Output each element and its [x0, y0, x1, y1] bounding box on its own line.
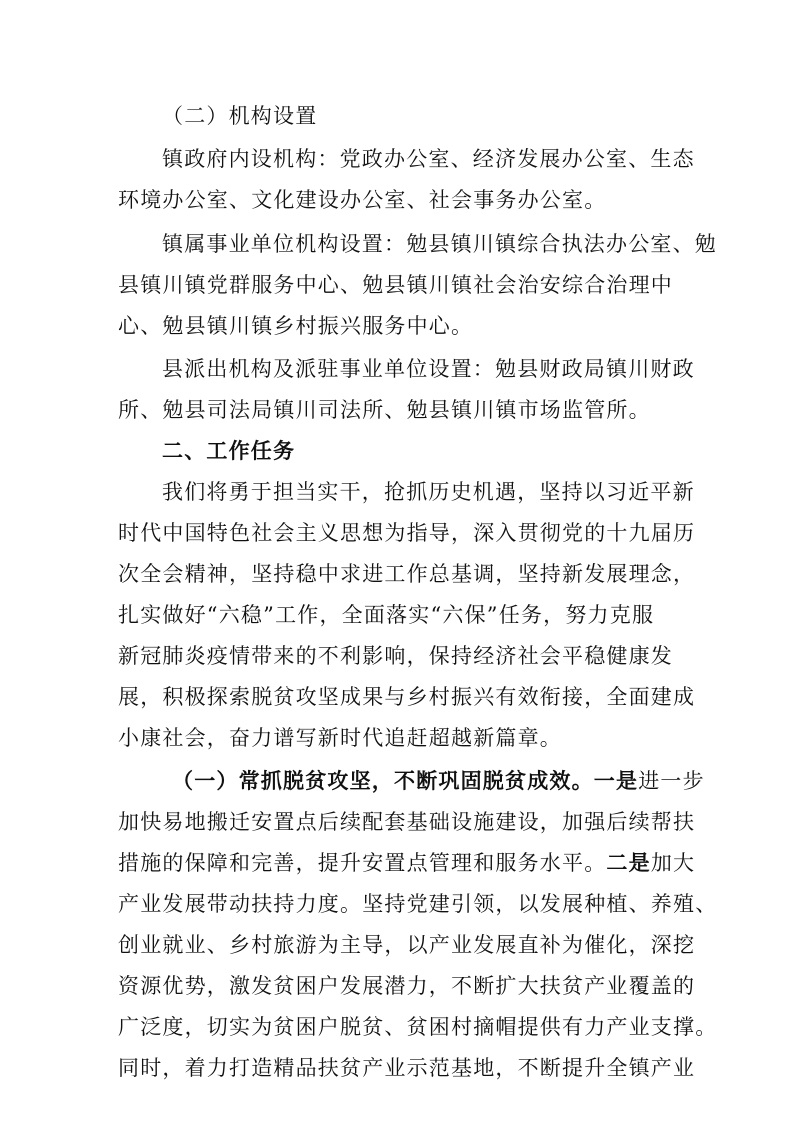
paragraph-line — [118, 849, 696, 877]
paragraph-line: 县镇川镇党群服务中心、勉县镇川镇社会治安综合治理中 — [118, 273, 673, 297]
paragraph-line: 扎实做好“六稳”工作，全面落实“六保”任务，努力克服 — [118, 603, 655, 627]
paragraph-line: 加快易地搬迁安置点后续配套基础设施建设，加强后续帮扶 — [118, 810, 696, 834]
paragraph-line: 镇属事业单位机构设置：勉县镇川镇综合执法办公室、勉 — [162, 232, 717, 256]
paragraph-line: 小康社会，奋力谱写新时代追赶超越新篇章。 — [118, 726, 562, 750]
paragraph-text: 进一步 — [638, 769, 705, 793]
paragraph-line: 时代中国特色社会主义思想为指导，深入贯彻党的十九届历 — [118, 521, 696, 545]
paragraph-line: 所、勉县司法局镇川司法所、勉县镇川镇市场监管所。 — [118, 398, 651, 422]
paragraph-line: 我们将勇于担当实干，抢抓历史机遇，坚持以习近平新 — [162, 480, 695, 504]
paragraph-line: 环境办公室、文化建设办公室、社会事务办公室。 — [118, 188, 607, 212]
paragraph-line: 县派出机构及派驻事业单位设置：勉县财政局镇川财政 — [162, 357, 695, 381]
section-heading-org-setup: （二）机构设置 — [162, 104, 318, 128]
paragraph-line: 同时，着力打造精品扶贫产业示范基地，不断提升全镇产业 — [118, 1056, 696, 1080]
paragraph-line: 镇政府内设机构：党政办公室、经济发展办公室、生态 — [162, 147, 695, 171]
paragraph-line: 资源优势，激发贫困户发展潜力，不断扩大扶贫产业覆盖的 — [118, 974, 696, 998]
paragraph-line: 展，积极探索脱贫攻坚成果与乡村振兴有效衔接，全面建成 — [118, 685, 696, 709]
paragraph-line: 次全会精神，坚持稳中求进工作总基调，坚持新发展理念， — [118, 562, 696, 586]
paragraph-text: 措施的保障和完善，提升安置点管理和服务水平。 — [118, 851, 607, 875]
paragraph-line: 心、勉县镇川镇乡村振兴服务中心。 — [118, 314, 474, 338]
subsection-heading-poverty: （一）常抓脱贫攻坚，不断巩固脱贫成效。一是 — [172, 768, 639, 793]
subsection-line — [172, 767, 732, 795]
paragraph-line: 新冠肺炎疫情带来的不利影响，保持经济社会平稳健康发 — [118, 644, 673, 668]
section-heading-work-tasks: 二、工作任务 — [162, 438, 296, 463]
paragraph-line: 广泛度，切实为贫困户脱贫、贫困村摘帽提供有力产业支撑。 — [118, 1015, 718, 1039]
paragraph-line: 产业发展带动扶持力度。坚持党建引领，以发展种植、养殖、 — [118, 892, 718, 916]
paragraph-line: 创业就业、乡村旅游为主导，以产业发展直补为催化，深挖 — [118, 933, 696, 957]
paragraph-text: 加大 — [650, 851, 696, 875]
point-marker-two: 二是 — [606, 850, 651, 875]
